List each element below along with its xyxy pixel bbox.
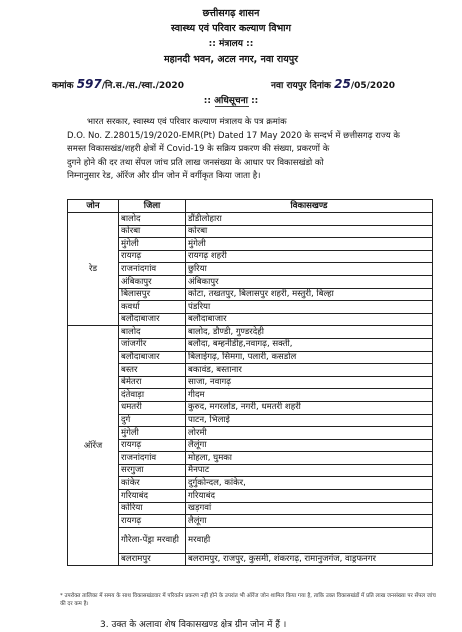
table-row [68,250,433,263]
block-cell: मोहला, घुमका [186,452,433,465]
paragraph-line: समस्त विकासखंड/शहरी क्षेत्रों में Covid-19 के सक्रिय प्रकरण की संख्या, प्रकरणों के [67,144,330,154]
paragraph-line: भारत सरकार, स्वास्थ्य एवं परिवार कल्याण मंत्रालय के पत्र क्रमांक [87,117,287,127]
block-cell: बलौदाबाजार [186,313,433,326]
table-row [68,376,433,389]
district-cell: अंबिकापुर [119,275,186,288]
district-cell: दुर्ग [119,414,186,427]
block-cell: लैलूंगा [186,439,433,452]
reference-date [271,77,395,91]
table-row [68,490,433,503]
district-cell: राजनांदगांव [119,263,186,276]
block-cell: खड़गवां [186,502,433,515]
header-department: स्वास्थ्य एवं परिवार कल्याण विभाग [171,23,291,34]
block-cell: बलरामपुर, राजपुर, कुसमी, शंकरगढ़, रामानुजगंज, वाड्रफनगर [186,553,433,566]
block-cell: पंडरिया [186,301,433,314]
table-row [68,351,433,364]
reference-number-prefix: कमांक [52,81,74,91]
table-row [68,502,433,515]
district-cell: रायगढ़ [119,515,186,528]
footnote: * उपरोक्त तालिका में समय के साथ विकासखंडवार में परिवर्तन प्रकरण नहीं होने के उपरांत भी ऑरेंज जोन शामिल किया गया है, ताकि उक्त विकासखंडों में प्रति लाख जनसंख्या पर सेंपल जांच की दर कम है। [60,593,436,607]
paragraph-line: निम्नानुसार रेड, ऑरेंज और ग्रीन जोन में वर्गीकृत किया जाता है। [67,171,261,181]
reference-number [52,77,184,91]
reference-date-suffix: /05/2020 [350,81,395,91]
table-row [68,313,433,326]
table-row [68,263,433,276]
district-cell: दंतेवाड़ा [119,389,186,402]
table-row [68,464,433,477]
block-cell: पाटन, भिलाई [186,414,433,427]
table-row [68,452,433,465]
district-cell: कांकेर [119,477,186,490]
district-cell: बालोद [119,213,186,226]
district-cell: गौरेला-पेंड्रा मरवाही [119,527,186,553]
district-cell: बालोद [119,326,186,339]
header-district: जिला [119,200,186,213]
district-cell: बलरामपुर [119,553,186,566]
reference-number-suffix: /नि.स./स./स्वा./2020 [101,81,184,91]
block-cell: कोरबा [186,225,433,238]
table-header-row [68,200,433,213]
block-cell: कुरुद, मगरलोड, नगरी, धमतरी शहरी [186,401,433,414]
block-cell: बालोद, डौण्डी, गुण्डरदेही [186,326,433,339]
district-cell: बलौदाबाजार [119,351,186,364]
table-row [68,288,433,301]
district-cell: कवर्धा [119,301,186,314]
closing-statement: 3. उक्त के अलावा शेष विकासखण्ड क्षेत्र ग्रीन जोन में हैं । [100,620,287,630]
zone-cell: रेड [68,213,119,326]
table-row [68,427,433,440]
zone-table [67,199,433,566]
block-cell: अंबिकापुर [186,275,433,288]
district-cell: सरगुजा [119,464,186,477]
header-ministry: :: मंत्रालय :: [208,39,254,49]
block-cell: बलौदा, बम्हनीडीह,नवागढ़, सक्ती, [186,338,433,351]
paragraph-line: दुगने होने की दर तथा सेंपल जांच प्रति लाख जनसंख्या के आधार पर विकासखंडो को [67,157,324,168]
district-cell: बस्तर [119,364,186,377]
table-row [68,301,433,314]
table-row [68,389,433,402]
district-cell: रायगढ़ [119,439,186,452]
table-row [68,326,433,339]
table-row [68,225,433,238]
block-cell: छुरिया [186,263,433,276]
district-cell: रायगढ़ [119,250,186,263]
district-cell: जांजगीर [119,338,186,351]
block-cell: लोरमी [186,427,433,440]
block-cell: मुंगेली [186,238,433,251]
header-address: महानदी भवन, अटल नगर, नवा रायपुर [163,54,299,65]
paragraph-line: D.O. No. Z.28015/19/2020-EMR(Pt) Dated 17 May 2020 के सन्दर्भ में छत्तीसगढ़ राज्य के [67,130,400,141]
block-cell: दुर्गुकोन्दल, कांकेर, [186,477,433,490]
table-row [68,553,433,566]
reference-date-handwritten: 25 [334,77,351,91]
reference-date-prefix: नवा रायपुर दिनांक [271,81,331,91]
district-cell: कोरबा [119,225,186,238]
district-cell: बलौदाबाजार [119,313,186,326]
table-row [68,414,433,427]
table-row [68,275,433,288]
district-cell: धमतरी [119,401,186,414]
table-row [68,364,433,377]
district-cell: मुंगेली [119,427,186,440]
table-row [68,338,433,351]
header-government: छत्तीसगढ़ शासन [202,8,260,19]
district-cell: कोरिया [119,502,186,515]
block-cell: साजा, नवागढ़ [186,376,433,389]
header-block: विकासखण्ड [186,200,433,213]
block-cell: कोटा, तखतपुर, बिलासपुर शहरी, मस्तुरी, बिल्हा [186,288,433,301]
table-row [68,515,433,528]
block-cell: डौंडीलोहारा [186,213,433,226]
block-cell: बिलाईगढ़, सिमगा, पलारी, कसडोल [186,351,433,364]
district-cell: मुंगेली [119,238,186,251]
table-row [68,477,433,490]
block-cell: गरियाबंद [186,490,433,503]
reference-number-handwritten: 597 [76,77,102,91]
table-row [68,213,433,226]
district-cell: बिलासपुर [119,288,186,301]
district-cell: राजनांदगांव [119,452,186,465]
notice-title: :: अधिसूचना :: [203,96,259,106]
table-row [68,238,433,251]
district-cell: बेमेतरा [119,376,186,389]
table-row [68,439,433,452]
district-cell: गरियाबंद [119,490,186,503]
notice-paragraph [67,116,431,184]
header-zone: जोन [68,200,119,213]
block-cell: मैनपाट [186,464,433,477]
block-cell: बकावंड, बस्तानार [186,364,433,377]
block-cell: रायगढ़ शहरी [186,250,433,263]
table-row [68,401,433,414]
notice-underline [215,106,249,107]
zone-cell: ऑरेंज [68,326,119,566]
block-cell: मरवाही [186,527,433,553]
block-cell: गीदम [186,389,433,402]
table-row [68,527,433,553]
block-cell: लैलूंगा [186,515,433,528]
